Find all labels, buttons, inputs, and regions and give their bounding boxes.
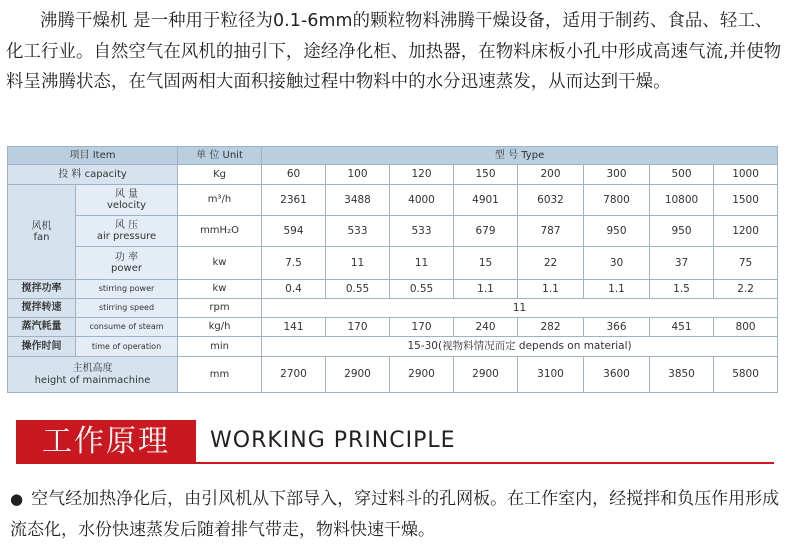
operation-time-unit: min: [178, 337, 262, 357]
height-value: 2900: [454, 357, 518, 393]
row-fan-power: [8, 247, 778, 280]
row-stirring-speed: [8, 299, 778, 318]
steam-value: 240: [454, 318, 518, 337]
fan-power-value: 22: [518, 247, 584, 280]
steam-value: 282: [518, 318, 584, 337]
stirring-power-en: stirring power: [76, 280, 178, 299]
stirring-power-value: 1.1: [518, 280, 584, 299]
fan-pressure-value: 950: [584, 216, 650, 247]
row-steam: [8, 318, 778, 337]
capacity-value: 120: [390, 165, 454, 185]
capacity-value: 200: [518, 165, 584, 185]
row-stirring-power: [8, 280, 778, 299]
fan-pressure-unit: mmH₂O: [178, 216, 262, 247]
fan-power-value: 75: [714, 247, 778, 280]
fan-volume-value: 2361: [262, 185, 326, 216]
row-fan-pressure: [8, 216, 778, 247]
fan-power-value: 37: [650, 247, 714, 280]
steam-cn: 蒸汽耗量: [8, 318, 76, 337]
fan-power-value: 15: [454, 247, 518, 280]
capacity-value: 1000: [714, 165, 778, 185]
height-value: 2900: [390, 357, 454, 393]
fan-volume-value: 3488: [326, 185, 390, 216]
stirring-power-value: 1.1: [584, 280, 650, 299]
capacity-value: 150: [454, 165, 518, 185]
height-value: 2900: [326, 357, 390, 393]
operation-time-cn: 操作时间: [8, 337, 76, 357]
section-divider: [196, 462, 774, 464]
capacity-value: 500: [650, 165, 714, 185]
fan-label-cn: 风机: [31, 220, 52, 232]
steam-unit: kg/h: [178, 318, 262, 337]
height-value: 5800: [714, 357, 778, 393]
steam-value: 170: [390, 318, 454, 337]
capacity-unit: Kg: [178, 165, 262, 185]
fan-volume-value: 7800: [584, 185, 650, 216]
section-title-en: WORKING PRINCIPLE: [210, 428, 456, 453]
intro-paragraph: 沸腾干燥机 是一种用于粒径为0.1-6mm的颗粒物料沸腾干燥设备，适用于制药、食品、轻工、化工行业。自然空气在风机的抽引下，途经净化柜、加热器，在物料床板小孔中形成高速气流,并使物料呈沸腾状态，在气固两相大面积接触过程中物料中的水分迅速蒸发，从而达到干燥。: [6, 11, 782, 92]
capacity-value: 60: [262, 165, 326, 185]
stirring-speed-unit: rpm: [178, 299, 262, 318]
fan-power-label: [76, 247, 178, 280]
fan-pressure-value: 787: [518, 216, 584, 247]
stirring-power-value: 1.1: [454, 280, 518, 299]
operation-time-en: time of operation: [76, 337, 178, 357]
height-value: 3600: [584, 357, 650, 393]
stirring-power-value: 0.55: [390, 280, 454, 299]
fan-volume-value: 4000: [390, 185, 454, 216]
stirring-power-value: 1.5: [650, 280, 714, 299]
fan-power-value: 11: [326, 247, 390, 280]
fan-power-value: 30: [584, 247, 650, 280]
fan-power-cn: 功 率: [114, 251, 139, 263]
spec-table: [7, 146, 778, 393]
stirring-power-value: 0.55: [326, 280, 390, 299]
fan-volume-value: 4901: [454, 185, 518, 216]
fan-pressure-en: air pressure: [96, 231, 157, 242]
table-header-row: [8, 147, 778, 165]
fan-pressure-cn: 风 压: [114, 219, 139, 231]
row-capacity: [8, 165, 778, 185]
fan-volume-label: [76, 185, 178, 216]
fan-pressure-value: 533: [390, 216, 454, 247]
steam-value: 141: [262, 318, 326, 337]
height-value: 2700: [262, 357, 326, 393]
fan-volume-value: 6032: [518, 185, 584, 216]
fan-power-value: 11: [390, 247, 454, 280]
height-unit: mm: [178, 357, 262, 393]
principle-text: 空气经加热净化后，由引风机从下部导入，穿过料斗的孔网板。在工作室内，经搅拌和负压作用形成流态化，水份快速蒸发后随着排气带走，物料快速干燥。: [10, 489, 780, 540]
steam-value: 451: [650, 318, 714, 337]
fan-volume-value: 10800: [650, 185, 714, 216]
operation-time-value: 15-30(视物料情况而定 depends on material): [262, 337, 778, 357]
fan-pressure-value: 594: [262, 216, 326, 247]
stirring-speed-value: 11: [262, 299, 778, 318]
stirring-speed-cn: 搅拌转速: [8, 299, 76, 318]
fan-pressure-value: 679: [454, 216, 518, 247]
fan-label-en: fan: [33, 232, 50, 243]
header-item: 项目 Item: [8, 147, 178, 165]
capacity-label: 投 料 capacity: [8, 165, 178, 185]
fan-power-unit: kw: [178, 247, 262, 280]
section-header: [16, 420, 774, 466]
row-operation-time: [8, 337, 778, 357]
height-value: 3100: [518, 357, 584, 393]
steam-value: 800: [714, 318, 778, 337]
fan-pressure-value: 950: [650, 216, 714, 247]
fan-power-en: power: [111, 263, 142, 274]
stirring-power-value: 2.2: [714, 280, 778, 299]
fan-volume-en: velocity: [106, 200, 147, 211]
capacity-value: 300: [584, 165, 650, 185]
steam-value: 366: [584, 318, 650, 337]
fan-label: [8, 185, 76, 280]
capacity-value: 100: [326, 165, 390, 185]
height-cn: 主机高度: [72, 363, 113, 374]
fan-pressure-value: 1200: [714, 216, 778, 247]
header-type: 型 号 Type: [262, 147, 778, 165]
fan-pressure-value: 533: [326, 216, 390, 247]
stirring-power-unit: kw: [178, 280, 262, 299]
height-en: height of mainmachine: [34, 374, 151, 386]
steam-value: 170: [326, 318, 390, 337]
fan-volume-value: 1500: [714, 185, 778, 216]
stirring-speed-en: stirring speed: [76, 299, 178, 318]
row-height: [8, 357, 778, 393]
fan-power-value: 7.5: [262, 247, 326, 280]
bullet-icon: ●: [10, 490, 24, 508]
height-value: 3850: [650, 357, 714, 393]
fan-volume-unit: m³/h: [178, 185, 262, 216]
stirring-power-cn: 搅拌功率: [8, 280, 76, 299]
principle-paragraph: [10, 484, 780, 546]
stirring-power-value: 0.4: [262, 280, 326, 299]
row-fan-volume: [8, 185, 778, 216]
section-title-cn: 工作原理: [16, 420, 196, 464]
header-unit: 单 位 Unit: [178, 147, 262, 165]
steam-en: consume of steam: [76, 318, 178, 337]
fan-volume-cn: 风 量: [114, 188, 139, 200]
height-label: [8, 357, 178, 393]
fan-pressure-label: [76, 216, 178, 247]
